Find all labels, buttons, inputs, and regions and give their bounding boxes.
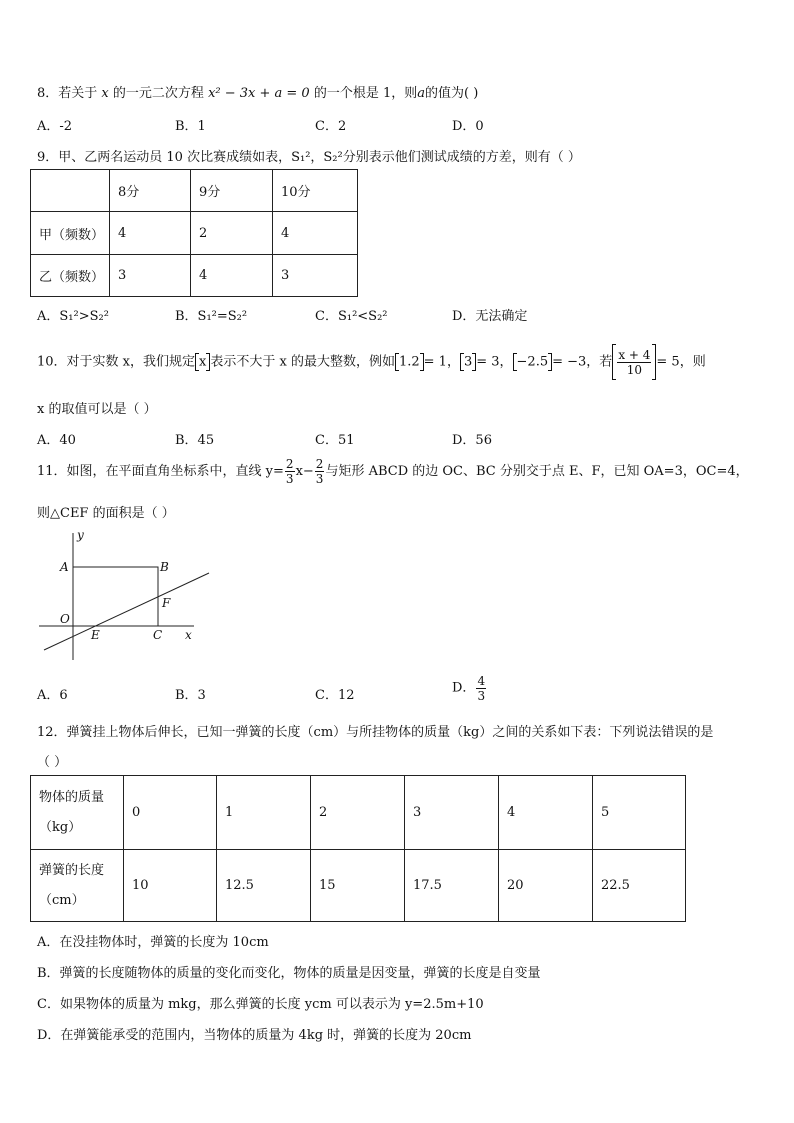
table-cell: 1 bbox=[217, 776, 311, 850]
q8-option-b[interactable]: B．1 bbox=[175, 119, 206, 134]
table-cell: 4 bbox=[110, 212, 191, 255]
q11-option-d[interactable]: D． $\frac{4}{3}$ bbox=[452, 674, 486, 703]
q9-option-a[interactable]: A．S₁²>S₂² bbox=[37, 309, 109, 324]
table-cell: 4 bbox=[191, 255, 273, 297]
q10-line2: x 的取值可以是（ ） bbox=[37, 402, 157, 417]
label-x: x bbox=[185, 628, 192, 642]
q10-fraction: $\frac{x + 4}{10}$ bbox=[618, 347, 651, 377]
q10-stem: 10．对于实数 x，我们规定 x 表示不大于 x 的最大整数，例如 1.2 = 1， 3 = 3， −2.5 = −3，若 $\frac{x + 4}{10}$ = 5，则 bbox=[37, 344, 706, 380]
q11-figure bbox=[34, 528, 214, 668]
var-x: x bbox=[101, 86, 109, 101]
q12-option-d[interactable]: D．在弹簧能承受的范围内，当物体的质量为 4kg 时，弹簧的长度为 20cm bbox=[37, 1028, 472, 1043]
q8-option-a[interactable]: A．-2 bbox=[37, 119, 73, 134]
label-b: B bbox=[160, 560, 169, 574]
q9-stem: 9．甲、乙两名运动员 10 次比赛成绩如表，S₁²，S₂²分别表示他们测试成绩的方差，则有（ ） bbox=[37, 150, 581, 165]
table-cell: 甲（频数） bbox=[31, 212, 110, 255]
q10-option-a[interactable]: A．40 bbox=[37, 433, 76, 448]
label-o: O bbox=[60, 612, 70, 626]
table-cell: 5 bbox=[593, 776, 686, 850]
q11-option-a[interactable]: A．6 bbox=[37, 688, 68, 703]
q9-option-c[interactable]: C．S₁²<S₂² bbox=[315, 309, 388, 324]
q11-stem: 11．如图，在平面直角坐标系中，直线 y= $\frac{2}{3}$ x− $\frac{2}{3}$ 与矩形 ABCD 的边 OC、BC 分别交于点 E、F，已知 OA=3，OC=4， bbox=[37, 457, 749, 486]
q12-stem: 12．弹簧挂上物体后伸长，已知一弹簧的长度（cm）与所挂物体的质量（kg）之间的关系如下表：下列说法错误的是 bbox=[37, 725, 714, 740]
label-f: F bbox=[162, 596, 171, 610]
q12-option-b[interactable]: B．弹簧的长度随物体的质量的变化而变化，物体的质量是因变量，弹簧的长度是自变量 bbox=[37, 966, 541, 981]
label-e: E bbox=[91, 628, 100, 642]
q9-option-b[interactable]: B．S₁²=S₂² bbox=[175, 309, 248, 324]
table-cell: 3 bbox=[110, 255, 191, 297]
table-header-cell: 10分 bbox=[273, 170, 358, 212]
q11-line2: 则△CEF 的面积是（ ） bbox=[37, 506, 175, 521]
table-cell: 4 bbox=[499, 776, 593, 850]
table-cell: 10 bbox=[124, 850, 217, 922]
table-row-label: 弹簧的长度 （cm） bbox=[31, 850, 124, 922]
q10-option-c[interactable]: C．51 bbox=[315, 433, 355, 448]
q10-option-d[interactable]: D．56 bbox=[452, 433, 492, 448]
table-header-cell bbox=[31, 170, 110, 212]
table-cell: 4 bbox=[273, 212, 358, 255]
q8-option-d[interactable]: D．0 bbox=[452, 119, 484, 134]
table-cell: 22.5 bbox=[593, 850, 686, 922]
table-cell: 3 bbox=[405, 776, 499, 850]
q12-table bbox=[30, 775, 686, 922]
table-header-cell: 9分 bbox=[191, 170, 273, 212]
q9-option-d[interactable]: D．无法确定 bbox=[452, 309, 528, 324]
q10-option-b[interactable]: B．45 bbox=[175, 433, 215, 448]
q9-table bbox=[30, 169, 358, 297]
table-header-cell: 8分 bbox=[110, 170, 191, 212]
table-cell: 20 bbox=[499, 850, 593, 922]
q12-option-c[interactable]: C．如果物体的质量为 mkg，那么弹簧的长度 ycm 可以表示为 y=2.5m+10 bbox=[37, 997, 484, 1012]
q8-option-c[interactable]: C．2 bbox=[315, 119, 347, 134]
table-cell: 15 bbox=[311, 850, 405, 922]
q8-equation: x² − 3x + a = 0 bbox=[208, 86, 310, 101]
label-y: y bbox=[77, 528, 84, 542]
table-row-label: 物体的质量 （kg） bbox=[31, 776, 124, 850]
q8-stem: 8．若关于 x 的一元二次方程 x² − 3x + a = 0 的一个根是 1，则a的值为( ) bbox=[37, 86, 479, 101]
table-cell: 0 bbox=[124, 776, 217, 850]
table-cell: 3 bbox=[273, 255, 358, 297]
table-cell: 2 bbox=[191, 212, 273, 255]
q11-option-c[interactable]: C．12 bbox=[315, 688, 355, 703]
q12-paren: （ ） bbox=[37, 755, 68, 770]
table-cell: 乙（频数） bbox=[31, 255, 110, 297]
q12-option-a[interactable]: A．在没挂物体时，弹簧的长度为 10cm bbox=[37, 935, 269, 950]
table-cell: 2 bbox=[311, 776, 405, 850]
label-a: A bbox=[60, 560, 69, 574]
table-cell: 12.5 bbox=[217, 850, 311, 922]
table-cell: 17.5 bbox=[405, 850, 499, 922]
label-c: C bbox=[153, 628, 163, 642]
q11-option-b[interactable]: B．3 bbox=[175, 688, 206, 703]
